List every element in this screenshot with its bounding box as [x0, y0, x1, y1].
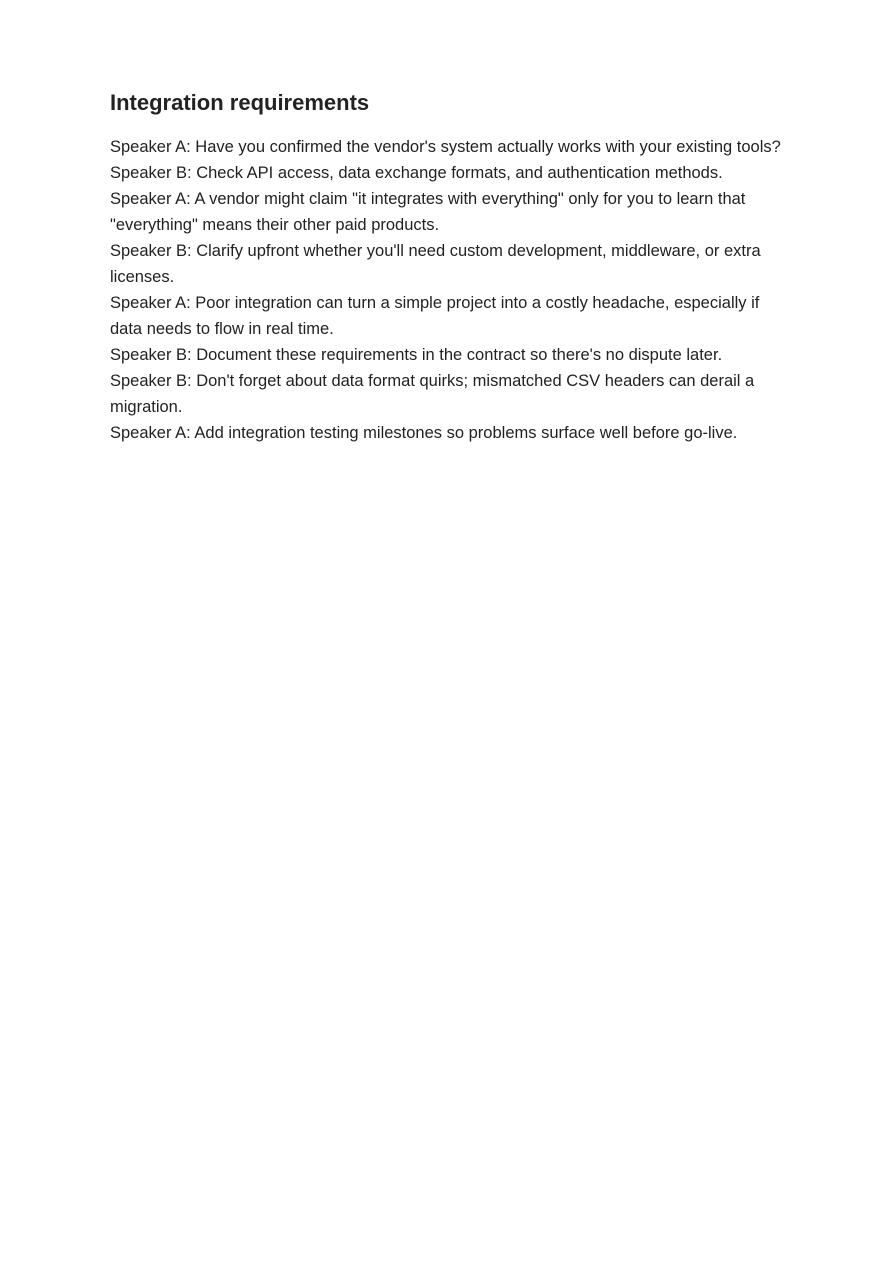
document-page	[110, 88, 785, 446]
transcript-line: Speaker A: Poor integration can turn a simple project into a costly headache, especially if data needs to flow in real time.	[110, 294, 760, 338]
transcript-line: Speaker A: Have you confirmed the vendor's system actually works with your existing tools?	[110, 138, 781, 156]
transcript-line: Speaker A: Add integration testing milestones so problems surface well before go-live.	[110, 424, 738, 442]
transcript-line: Speaker B: Check API access, data exchange formats, and authentication methods.	[110, 164, 723, 182]
transcript-line: Speaker B: Don't forget about data format quirks; mismatched CSV headers can derail a migration.	[110, 372, 755, 416]
transcript-line: Speaker B: Clarify upfront whether you'll need custom development, middleware, or extra licenses.	[110, 242, 761, 286]
transcript	[110, 134, 785, 446]
transcript-line: Speaker A: A vendor might claim "it integrates with everything" only for you to learn that "everything" means their other paid products.	[110, 190, 746, 234]
transcript-line: Speaker B: Document these requirements in the contract so there's no dispute later.	[110, 346, 723, 364]
document-title: Integration requirements	[110, 90, 370, 115]
